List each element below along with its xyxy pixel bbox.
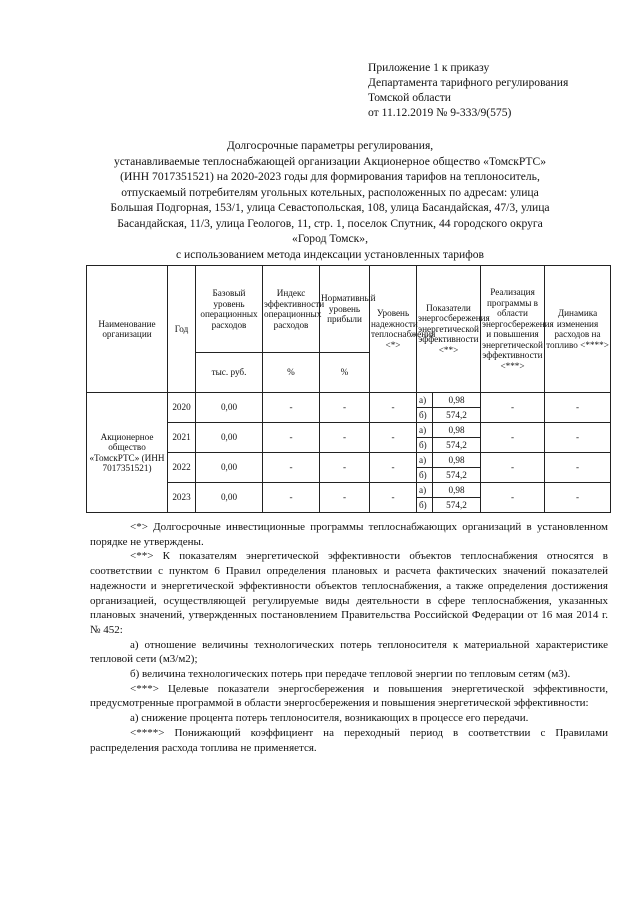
indicator-a-label: а) [417, 393, 433, 408]
document-title [90, 138, 570, 262]
title-line: с использованием метода индексации установленных тарифов [175, 247, 484, 261]
year-cell: 2022 [168, 453, 196, 483]
reliability-cell: - [370, 483, 417, 513]
footnote-3a: а) снижение процента потерь теплоносителя, возникающих в процессе его передачи. [130, 712, 529, 725]
header-year: Год [168, 266, 196, 393]
base-cell: 0,00 [196, 483, 263, 513]
norm-cell: - [320, 393, 370, 423]
table-row [87, 393, 611, 408]
indicator-b-value: 574,2 [433, 498, 481, 513]
year-cell: 2021 [168, 423, 196, 453]
footnote-1: <*> Долгосрочные инвестиционные программы теплоснабжающих организаций в установленном порядке не утверждены. [90, 521, 608, 548]
title-line: устанавливаемые теплоснабжающей организации Акционерное общество «ТомскРТС» [113, 154, 547, 168]
year-cell: 2023 [168, 483, 196, 513]
program-cell: - [481, 483, 545, 513]
dynamics-cell: - [545, 453, 611, 483]
title-line: Долгосрочные параметры регулирования, [226, 139, 434, 152]
unit-norm: % [320, 353, 370, 393]
reliability-cell: - [370, 393, 417, 423]
program-cell: - [481, 393, 545, 423]
indicator-a-label: а) [417, 423, 433, 438]
indicator-b-label: б) [417, 438, 433, 453]
norm-cell: - [320, 423, 370, 453]
unit-index: % [263, 353, 320, 393]
title-line: Басандайская, 11/3, улица Геологов, 11, стр. 1, поселок Спутник, 44 городского округа [117, 216, 543, 230]
indicator-b-value: 574,2 [433, 408, 481, 423]
indicator-b-value: 574,2 [433, 438, 481, 453]
norm-cell: - [320, 483, 370, 513]
title-line: (ИНН 7017351521) на 2020-2023 годы для формирования тарифов на теплоноситель, [120, 170, 540, 183]
header-reliability: Уровень надежности теплоснабжения <*> [370, 266, 417, 393]
footnote-2b: б) величина технологических потерь при передаче тепловой энергии по тепловым сетям (м3). [130, 668, 571, 681]
header-normative-profit: Нормативный уровень прибыли [320, 266, 370, 353]
appendix-line: Департамента тарифного регулирования [368, 76, 569, 89]
indicator-a-label: а) [417, 483, 433, 498]
indicator-a-value: 0,98 [433, 423, 481, 438]
indicator-b-label: б) [417, 468, 433, 483]
indicator-b-label: б) [417, 498, 433, 513]
dynamics-cell: - [545, 483, 611, 513]
index-cell: - [263, 483, 320, 513]
title-line: «Город Томск», [292, 232, 368, 245]
base-cell: 0,00 [196, 393, 263, 423]
footnotes [90, 520, 608, 755]
header-program: Реализация программы в области энергосбережения и повышения энергетической эффективности <***> [481, 266, 545, 393]
index-cell: - [263, 423, 320, 453]
base-cell: 0,00 [196, 453, 263, 483]
footnote-3: <***> Целевые показатели энергосбережения и повышения энергетической эффективности, предусмотренные программой в области энергосбережения и повышения энергетической эффективности: [90, 682, 608, 710]
header-efficiency-index: Индекс эффективности операционных расходов [263, 266, 320, 353]
header-energy-indicators: Показатели энергосбережения энергетической эффективности <**> [417, 266, 481, 393]
index-cell: - [263, 453, 320, 483]
org-name-cell: Акционерное общество «ТомскРТС» (ИНН 7017351521) [87, 393, 168, 513]
indicator-a-label: а) [417, 453, 433, 468]
appendix-line: Томской области [368, 91, 451, 104]
indicator-a-value: 0,98 [433, 483, 481, 498]
program-cell: - [481, 423, 545, 453]
indicator-b-label: б) [417, 408, 433, 423]
base-cell: 0,00 [196, 423, 263, 453]
dynamics-cell: - [545, 393, 611, 423]
index-cell: - [263, 393, 320, 423]
footnote-2a: а) отношение величины технологических потерь теплоносителя к материальной характеристике тепловой сети (м3/м2); [90, 638, 608, 666]
header-fuel-dynamics: Динамика изменения расходов на топливо <****> [545, 266, 611, 393]
header-org: Наименование организации [87, 266, 168, 393]
appendix-header [368, 60, 568, 120]
norm-cell: - [320, 453, 370, 483]
header-base-costs: Базовый уровень операционных расходов [196, 266, 263, 353]
parameters-table [86, 265, 611, 513]
table-header-row [87, 266, 611, 353]
indicator-a-value: 0,98 [433, 453, 481, 468]
year-cell: 2020 [168, 393, 196, 423]
title-line: Большая Подгорная, 153/1, улица Севастопольская, 108, улица Басандайская, 47/3, улица [110, 201, 550, 214]
unit-base: тыс. руб. [196, 353, 263, 393]
footnote-4: <****> Понижающий коэффициент на переходный период в соответствии с Правилами распределения расхода топлива не применяется. [90, 726, 608, 754]
appendix-line: от 11.12.2019 № 9-333/9(575) [368, 106, 512, 119]
title-line: отпускаемый потребителям угольных котельных, расположенных по адресам: улица [121, 185, 539, 199]
footnote-2: <**> К показателям энергетической эффективности объектов теплоснабжения относятся в соответствии с пунктом 6 Правил определения плановых и расчета фактических значений показателей надежности и энергетической эффективности объектов теплоснабжения, а также определения достижения организацией, осуществляющей регулируемые виды деятельности в сфере теплоснабжения, указанных плановых значений, утвержденных постановлением Правительства Российской Федерации от 16 мая 2014 г. № 452: [90, 550, 608, 636]
program-cell: - [481, 453, 545, 483]
reliability-cell: - [370, 423, 417, 453]
dynamics-cell: - [545, 423, 611, 453]
indicator-a-value: 0,98 [433, 393, 481, 408]
appendix-line: Приложение 1 к приказу [368, 61, 490, 74]
reliability-cell: - [370, 453, 417, 483]
indicator-b-value: 574,2 [433, 468, 481, 483]
